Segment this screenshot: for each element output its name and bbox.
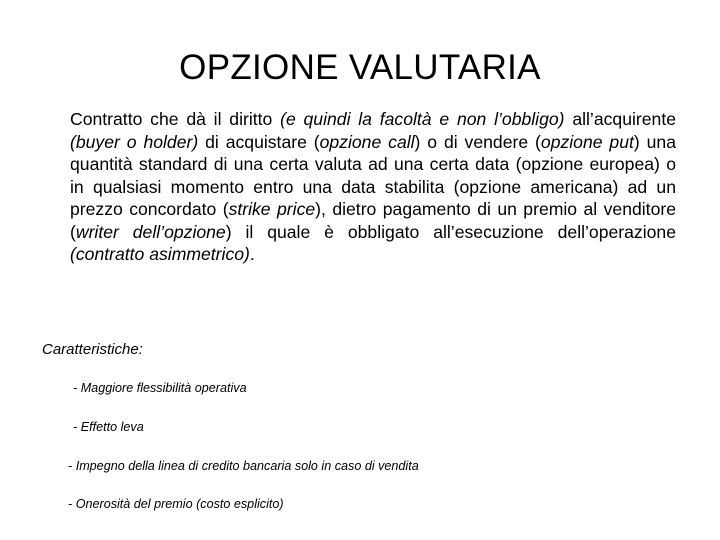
definition-text: all’acquirente <box>564 109 676 129</box>
definition-text: Contratto che dà il diritto <box>70 109 281 129</box>
definition-emphasis: (contratto asimmetrico) <box>70 244 250 264</box>
definition-emphasis: opzione call <box>319 131 415 152</box>
feature-item: - Impegno della linea di credito bancaria solo in caso di vendita <box>68 459 419 473</box>
feature-item: - Maggiore flessibilità operativa <box>73 381 247 395</box>
definition-emphasis: (buyer o holder) <box>70 131 199 152</box>
definition-text: ), dietro pagamento di un premio al venditore ( <box>70 199 676 242</box>
definition-paragraph <box>70 108 676 266</box>
feature-item: - Onerosità del premio (costo esplicito) <box>68 497 284 511</box>
definition-text: ) il quale è obbligato all’esecuzione dell’operazione <box>225 221 676 242</box>
definition-text: . <box>249 244 255 264</box>
slide-title: OPZIONE VALUTARIA <box>179 48 541 87</box>
definition-text: ) o di vendere ( <box>414 131 541 152</box>
definition-text: ) una quantità standard di una certa valuta ad una certa data (opzione europea) o in qualsiasi momento entro una data stabilita (opzione americana) ad un prezzo concordato ( <box>70 131 676 219</box>
definition-emphasis: strike price <box>228 199 316 219</box>
definition-emphasis: opzione put <box>540 131 634 152</box>
features-heading: Caratteristiche: <box>42 341 143 358</box>
definition-emphasis: (e quindi la facoltà e non l’obbligo) <box>280 109 565 129</box>
definition-text: di acquistare ( <box>198 131 320 152</box>
feature-item: - Effetto leva <box>73 420 144 434</box>
definition-emphasis: writer dell’opzione <box>75 221 226 242</box>
